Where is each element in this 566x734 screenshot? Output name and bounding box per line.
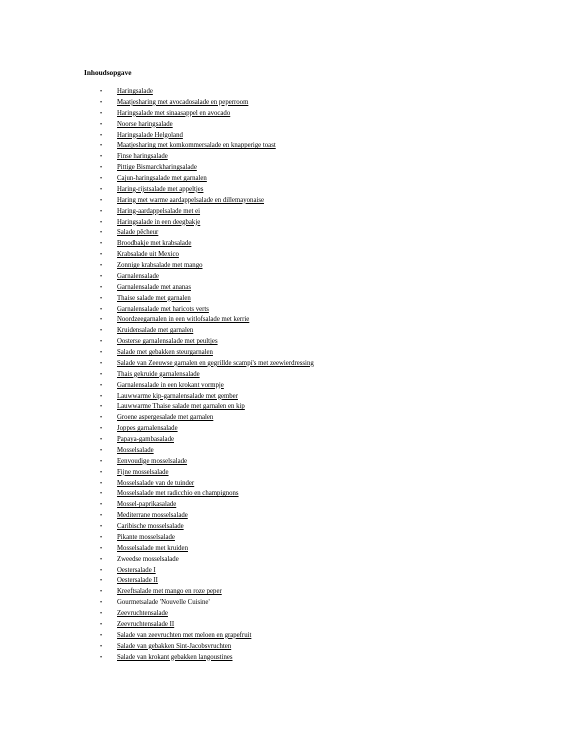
- toc-entry-link[interactable]: Maatjesharing met komkommersalade en knapperige toast: [117, 142, 276, 150]
- toc-entry-link[interactable]: Papaya-gambasalade: [117, 436, 174, 443]
- bullet-icon: •: [100, 165, 103, 172]
- toc-entry-link[interactable]: Salade pêcheur: [117, 229, 159, 237]
- bullet-icon: •: [100, 447, 103, 454]
- toc-entry-link[interactable]: Eenvoudige mosselsalade: [117, 457, 188, 465]
- toc-entry[interactable]: [100, 174, 314, 185]
- bullet-icon: •: [100, 654, 103, 661]
- bullet-icon: •: [100, 643, 103, 650]
- bullet-icon: •: [100, 197, 103, 204]
- toc-entry[interactable]: [100, 141, 314, 152]
- toc-entry-link[interactable]: Haring met warme aardappelsalade en dillemayonaise: [117, 196, 265, 204]
- bullet-icon: •: [100, 513, 103, 520]
- bullet-icon: •: [100, 502, 103, 509]
- toc-entry-link[interactable]: Kruidensalade met garnalen: [117, 327, 194, 335]
- toc-entry-link[interactable]: Salade van krokant gebakken langoustines: [117, 653, 233, 661]
- bullet-icon: •: [100, 415, 103, 422]
- bullet-icon: •: [100, 632, 103, 639]
- bullet-icon: •: [100, 154, 103, 161]
- toc-entry-text: Zweedse mosselsalade: [117, 555, 179, 563]
- toc-entry[interactable]: [100, 402, 314, 413]
- toc-entry-link[interactable]: Noordzeegarnalen in een witlofsalade met kerrie: [117, 316, 250, 324]
- toc-entry-link[interactable]: Joppes garnalensalade: [117, 425, 178, 433]
- toc-entry-link[interactable]: Haring-rijstsalade met appeltjes: [117, 185, 204, 193]
- bullet-icon: •: [100, 176, 103, 182]
- toc-entry[interactable]: [100, 326, 314, 337]
- bullet-icon: •: [100, 382, 103, 389]
- toc-entry[interactable]: [100, 392, 314, 403]
- toc-entry[interactable]: [100, 228, 314, 239]
- toc-entry[interactable]: [100, 631, 314, 642]
- bullet-icon: •: [100, 241, 103, 248]
- toc-entry[interactable]: [100, 500, 314, 511]
- toc-entry-link[interactable]: Oosterse garnalensalade met peultjes: [117, 338, 218, 346]
- bullet-icon: •: [100, 99, 103, 106]
- bullet-icon: •: [100, 589, 103, 596]
- toc-entry[interactable]: [100, 587, 314, 598]
- toc-entry[interactable]: [100, 315, 314, 326]
- bullet-icon: •: [100, 186, 103, 193]
- bullet-icon: •: [100, 469, 103, 476]
- toc-entry-link[interactable]: Thais gekruide garnalensalade: [117, 370, 200, 378]
- toc-entry-link[interactable]: Zeevruchtensalade II: [117, 620, 175, 628]
- bullet-icon: •: [100, 393, 103, 400]
- toc-entry[interactable]: [100, 413, 314, 424]
- bullet-icon: •: [100, 360, 103, 367]
- toc-entry[interactable]: [100, 424, 314, 435]
- toc-entry[interactable]: [100, 609, 314, 620]
- toc-entry-link[interactable]: Garnalensalade in een krokant vormpje: [117, 381, 224, 389]
- toc-entry-link[interactable]: Mosselsalade: [117, 446, 154, 454]
- bullet-icon: •: [100, 437, 103, 443]
- bullet-icon: •: [100, 524, 103, 530]
- toc-entry-link[interactable]: Mediterrane mosselsalade: [117, 512, 188, 520]
- bullet-icon: •: [100, 611, 103, 617]
- toc-entry[interactable]: [100, 642, 314, 653]
- bullet-icon: •: [100, 121, 103, 128]
- toc-entry[interactable]: [100, 381, 314, 392]
- toc-entry[interactable]: [100, 152, 314, 163]
- bullet-icon: •: [100, 350, 103, 356]
- toc-entry[interactable]: [100, 337, 314, 348]
- bullet-icon: •: [100, 306, 103, 313]
- toc-entry-link[interactable]: Haring-aardappelsalade met ei: [117, 207, 201, 215]
- toc-entry[interactable]: [100, 576, 314, 587]
- toc-entry-link[interactable]: Oestersalade I: [117, 566, 156, 574]
- bullet-icon: •: [100, 252, 103, 259]
- toc-entry-link[interactable]: Broodbakje met krabsalade: [117, 240, 192, 248]
- toc-entry[interactable]: [100, 468, 314, 479]
- toc-entry-link[interactable]: Fijne mosselsalade: [117, 468, 169, 476]
- toc-entry[interactable]: [100, 446, 314, 457]
- toc-entry-link[interactable]: Noorse haringsalade: [117, 120, 173, 128]
- toc-entry-link[interactable]: Salade met gebakken steurgarnalen: [117, 349, 213, 356]
- toc-entry[interactable]: [100, 250, 314, 261]
- bullet-icon: •: [100, 458, 103, 465]
- bullet-icon: •: [100, 567, 103, 574]
- toc-entry-link[interactable]: Zeevruchtensalade: [117, 610, 168, 617]
- toc-entry-link[interactable]: Oestersalade II: [117, 577, 158, 585]
- toc-entry-link[interactable]: Finse haringsalade: [117, 153, 168, 161]
- bullet-icon: •: [100, 426, 103, 433]
- bullet-icon: •: [100, 371, 103, 378]
- toc-entry[interactable]: [100, 239, 314, 250]
- toc-entry-link[interactable]: Haringsalade: [117, 88, 153, 95]
- toc-entry: [100, 555, 314, 566]
- bullet-icon: •: [100, 404, 103, 411]
- toc-entry[interactable]: [100, 370, 314, 381]
- toc-entry[interactable]: [100, 272, 314, 283]
- toc-entry-link[interactable]: Haringsalade met sinaasappel en avocado: [117, 109, 231, 117]
- toc-entry-link[interactable]: Pittige Bismarckharingsalade: [117, 164, 197, 172]
- bullet-icon: •: [100, 132, 103, 139]
- bullet-icon: •: [100, 284, 103, 291]
- toc-entry[interactable]: [100, 98, 314, 109]
- bullet-icon: •: [100, 219, 103, 226]
- toc-entry[interactable]: [100, 261, 314, 272]
- toc-entry[interactable]: [100, 305, 314, 316]
- bullet-icon: •: [100, 263, 103, 269]
- bullet-icon: •: [100, 556, 103, 563]
- toc-entry-link[interactable]: Haringsalade in een deegbakje: [117, 218, 201, 226]
- toc-entry[interactable]: [100, 120, 314, 131]
- bullet-icon: •: [100, 534, 103, 541]
- toc-heading: Inhoudsopgave: [84, 68, 132, 77]
- toc-entry[interactable]: [100, 533, 314, 544]
- bullet-icon: •: [100, 89, 103, 95]
- toc-entry[interactable]: [100, 218, 314, 229]
- toc-entry-link[interactable]: Groene aspergesalade met garnalen: [117, 414, 214, 422]
- bullet-icon: •: [100, 600, 103, 607]
- bullet-icon: •: [100, 339, 103, 346]
- bullet-icon: •: [100, 480, 103, 487]
- toc-entry-link[interactable]: Mosselsalade met kruiden: [117, 544, 188, 552]
- toc-entry: [100, 598, 314, 609]
- toc-entry-link[interactable]: Mosselsalade met radicchio en champignons: [117, 490, 239, 498]
- bullet-icon: •: [100, 208, 103, 215]
- bullet-icon: •: [100, 317, 103, 324]
- toc-entry-link[interactable]: Haringsalade Helgoland: [117, 131, 183, 139]
- toc-entry-link[interactable]: Krabsalade uit Mexico: [117, 251, 179, 259]
- toc-entry-link[interactable]: Mossel-paprikasalade: [117, 501, 177, 509]
- toc-entry[interactable]: [100, 163, 314, 174]
- bullet-icon: •: [100, 273, 103, 280]
- bullet-icon: •: [100, 328, 103, 335]
- toc-entry[interactable]: [100, 479, 314, 490]
- toc-entry[interactable]: [100, 207, 314, 218]
- bullet-icon: •: [100, 110, 103, 117]
- toc-entry-link[interactable]: Mosselsalade van de tuinder: [117, 479, 195, 487]
- bullet-icon: •: [100, 143, 103, 150]
- toc-entry-link[interactable]: Kreeftsalade met mango en roze peper: [117, 588, 222, 596]
- toc-entry-link[interactable]: Zonnige krabsalade met mango: [117, 262, 203, 269]
- bullet-icon: •: [100, 491, 103, 498]
- toc-entry-link[interactable]: Caribische mosselsalade: [117, 523, 184, 530]
- bullet-icon: •: [100, 621, 103, 628]
- toc-entry[interactable]: [100, 283, 314, 294]
- toc-entry[interactable]: [100, 196, 314, 207]
- toc-entry-link[interactable]: Thaise salade met garnalen: [117, 294, 191, 302]
- toc-entry-text: Gourmetsalade 'Nouvelle Cuisine': [117, 599, 210, 607]
- toc-entry[interactable]: [100, 294, 314, 305]
- toc-entry-link[interactable]: Garnalensalade met haricots verts: [117, 305, 209, 313]
- bullet-icon: •: [100, 230, 103, 237]
- toc-entry[interactable]: [100, 544, 314, 555]
- toc-list: [100, 87, 314, 663]
- toc-entry-link[interactable]: Maatjesharing met avocadosalade en peperroom: [117, 98, 249, 106]
- toc-entry[interactable]: [100, 185, 314, 196]
- bullet-icon: •: [100, 545, 103, 552]
- toc-entry-link[interactable]: Garnalensalade met ananas: [117, 283, 191, 291]
- toc-entry-link[interactable]: Pikante mosselsalade: [117, 533, 175, 541]
- toc-entry[interactable]: [100, 489, 314, 500]
- toc-entry[interactable]: [100, 511, 314, 522]
- bullet-icon: •: [100, 295, 103, 302]
- toc-entry[interactable]: [100, 566, 314, 577]
- toc-entry-link[interactable]: Lauwwarme kip-garnalensalade met gember: [117, 392, 238, 400]
- toc-entry[interactable]: [100, 435, 314, 446]
- bullet-icon: •: [100, 578, 103, 585]
- toc-entry-link[interactable]: Salade van zeevruchten met meloen en grapefruit: [117, 631, 252, 639]
- toc-entry-link[interactable]: Cajun-haringsalade met garnalen: [117, 175, 207, 182]
- toc-entry[interactable]: [100, 522, 314, 533]
- toc-entry[interactable]: [100, 348, 314, 359]
- toc-entry[interactable]: [100, 87, 314, 98]
- toc-entry[interactable]: [100, 109, 314, 120]
- toc-entry[interactable]: [100, 457, 314, 468]
- toc-entry[interactable]: [100, 131, 314, 142]
- toc-entry-link[interactable]: Lauwwarme Thaise salade met garnalen en kip: [117, 403, 245, 411]
- toc-entry-link[interactable]: Garnalensalade: [117, 272, 159, 280]
- toc-entry-link[interactable]: Salade van gebakken Sint-Jacobsvruchten: [117, 642, 232, 650]
- toc-entry[interactable]: [100, 359, 314, 370]
- toc-entry[interactable]: [100, 620, 314, 631]
- toc-entry[interactable]: [100, 653, 314, 664]
- toc-entry-link[interactable]: Salade van Zeeuwse garnalen en gegrillde scampi's met zeewierdressing: [117, 359, 314, 367]
